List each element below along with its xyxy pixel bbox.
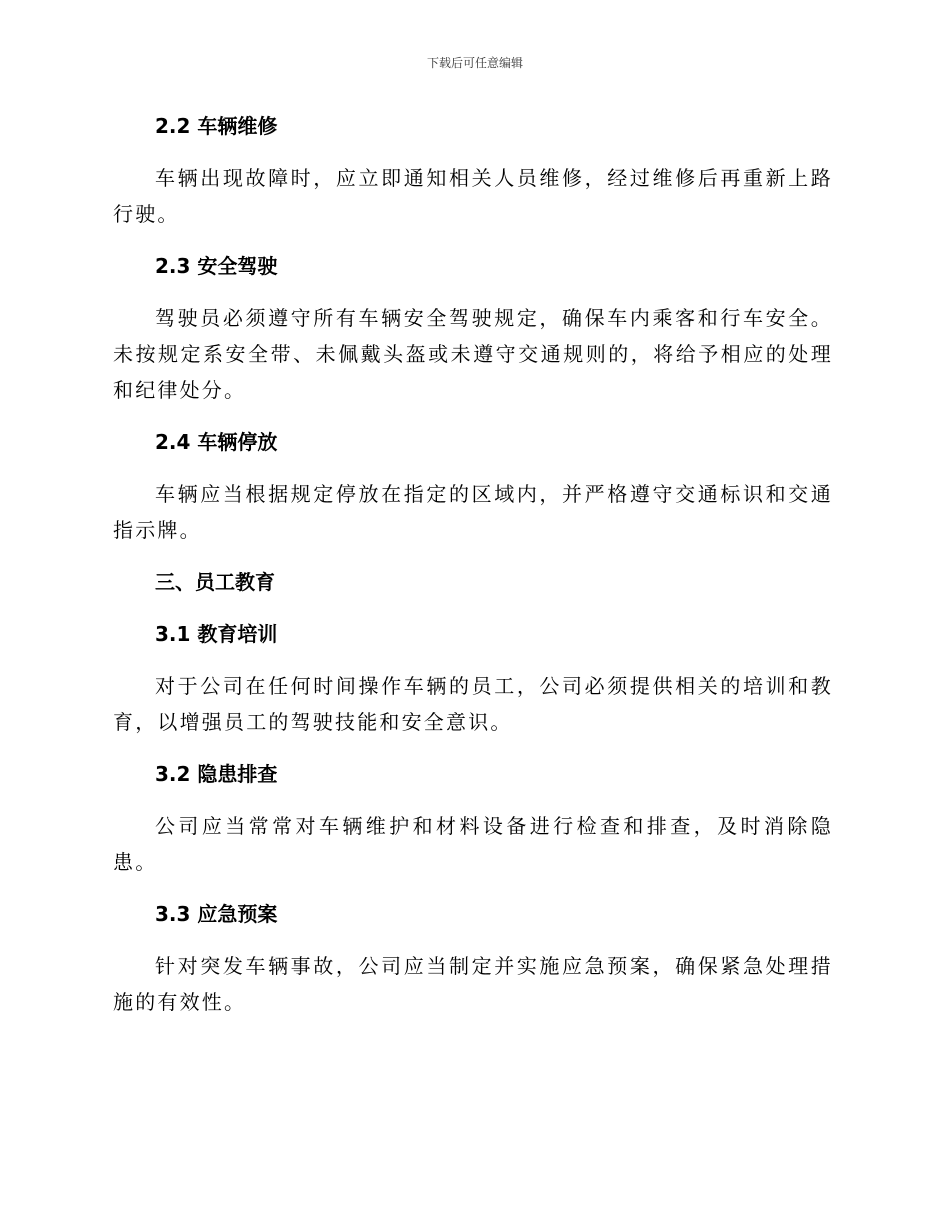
chapter-heading-3: 三、员工教育 — [155, 570, 275, 594]
section-heading-2-2: 2.2 车辆维修 — [155, 114, 278, 138]
section-body-3-2: 公司应当常常对车辆维护和材料设备进行检查和排查，及时消除隐患。 — [113, 814, 833, 874]
section-body-3-3: 针对突发车辆事故，公司应当制定并实施应急预案，确保紧急处理措施的有效性。 — [113, 954, 833, 1014]
section-heading-3-3: 3.3 应急预案 — [155, 902, 278, 926]
section-body-3-1: 对于公司在任何时间操作车辆的员工，公司必须提供相关的培训和教育，以增强员工的驾驶技能和安全意识。 — [113, 674, 833, 734]
section-body-2-3: 驾驶员必须遵守所有车辆安全驾驶规定，确保车内乘客和行车安全。未按规定系安全带、未佩戴头盔或未遵守交通规则的，将给予相应的处理和纪律处分。 — [113, 306, 833, 402]
section-heading-2-3: 2.3 安全驾驶 — [155, 254, 278, 278]
section-heading-3-2: 3.2 隐患排查 — [155, 762, 278, 786]
section-body-2-4: 车辆应当根据规定停放在指定的区域内，并严格遵守交通标识和交通指示牌。 — [113, 482, 833, 542]
section-heading-3-1: 3.1 教育培训 — [155, 622, 278, 646]
section-heading-2-4: 2.4 车辆停放 — [155, 430, 278, 454]
document-body — [113, 108, 833, 1020]
section-body-2-2: 车辆出现故障时，应立即通知相关人员维修，经过维修后再重新上路行驶。 — [113, 166, 833, 226]
page-header: 下载后可任意编辑 — [426, 56, 523, 70]
